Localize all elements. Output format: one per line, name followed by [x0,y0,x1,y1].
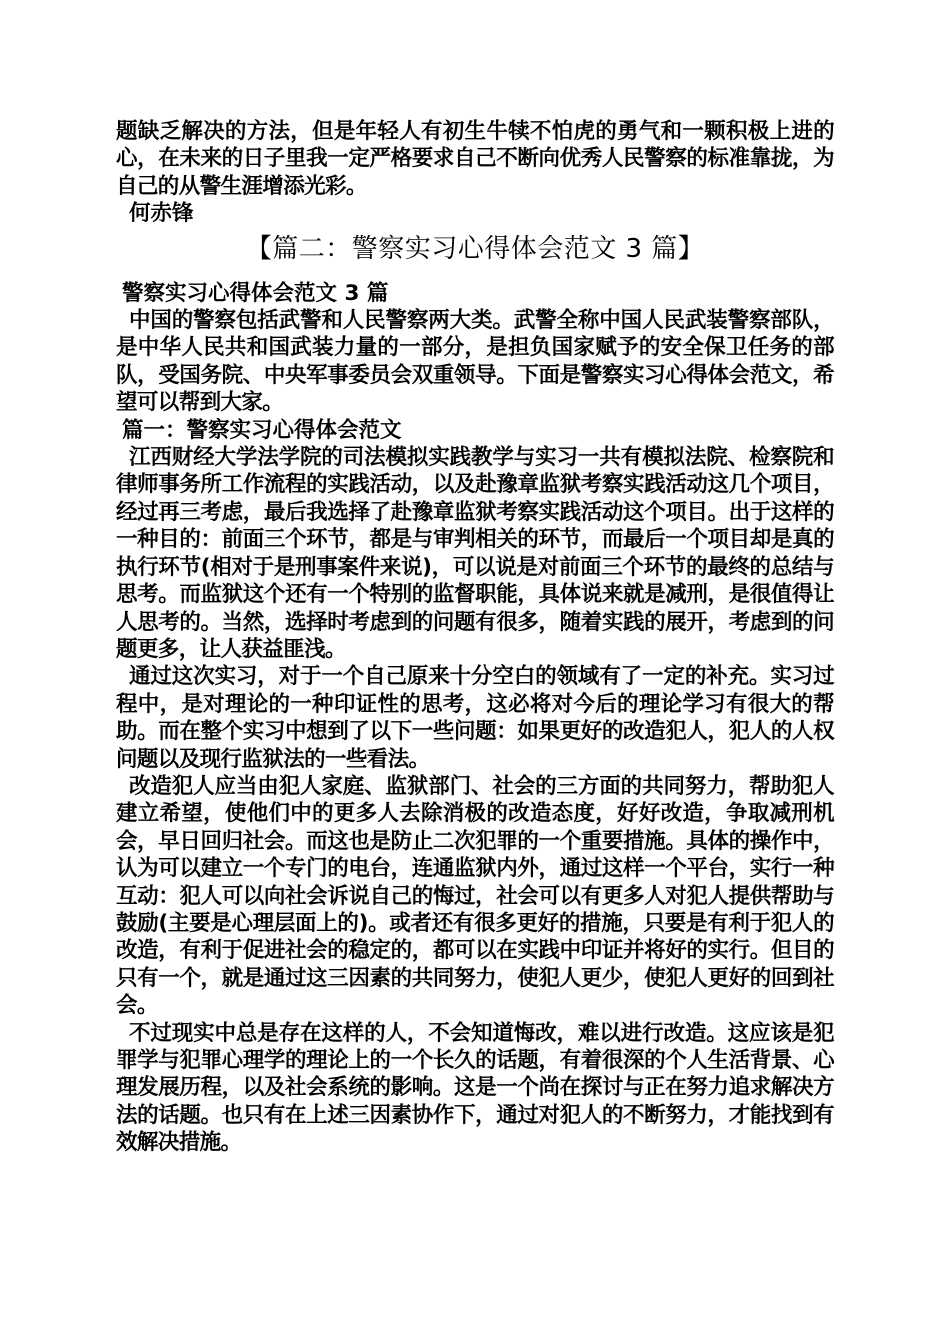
body-paragraph: 江西财经大学法学院的司法模拟实践教学与实习一共有模拟法院、检察院和律师事务所工作流程的实践活动，以及赴豫章监狱考察实践活动这几个项目，经过再三考虑，最后我选择了赴豫章监狱考察实践活动这个项目。出于这样的一种目的：前面三个环节，都是与审判相关的环节，而最后一个项目却是真的执行环节(相对于是刑事案件来说)，可以说是对前面三个环节的最终的总结与思考。而监狱这个还有一个特别的监督职能，具体说来就是减刑，是很值得让人思考的。当然，选择时考虑到的问题有很多，随着实践的展开，考虑到的问题更多，让人获益匪浅。 [116,445,834,662]
article-subtitle: 警察实习心得体会范文 3 篇 [122,280,389,306]
body-paragraph: 改造犯人应当由犯人家庭、监狱部门、社会的三方面的共同努力，帮助犯人建立希望，使他们中的更多人去除消极的改造态度，好好改造，争取减刑机会，早日回归社会。而这也是防止二次犯罪的一个重要措施。具体的操作中，认为可以建立一个专门的电台，连通监狱内外，通过这样一个平台，实行一种互动：犯人可以向社会诉说自己的悔过，社会可以有更多人对犯人提供帮助与鼓励(主要是心理层面上的)。或者还有很多更好的措施，只要是有利于犯人的改造，有利于促进社会的稳定的，都可以在实践中印证并将好的实行。但目的只有一个，就是通过这三因素的共同努力，使犯人更少，使犯人更好的回到社会。 [116,773,834,1019]
body-paragraph: 通过这次实习，对于一个自己原来十分空白的领域有了一定的补充。实习过程中，是对理论的一种印证性的思考，这必将对今后的理论学习有很大的帮助。而在整个实习中想到了以下一些问题：如果更好的改造犯人，犯人的人权问题以及现行监狱法的一些看法。 [116,664,834,772]
section-heading: 篇一：警察实习心得体会范文 [122,417,402,443]
intro-paragraph: 中国的警察包括武警和人民警察两大类。武警全称中国人民武装警察部队，是中华人民共和国武装力量的一部分，是担负国家赋予的安全保卫任务的部队，受国务院、中央军事委员会双重领导。下面是警察实习心得体会范文，希望可以帮到大家。 [116,308,834,416]
document-page [116,118,834,1157]
author-name: 何赤锋 [129,201,194,227]
chapter-title: 【篇二：警察实习心得体会范文 3 篇】 [245,233,705,264]
body-paragraph: 不过现实中总是存在这样的人，不会知道悔改，难以进行改造。这应该是犯罪学与犯罪心理学的理论上的一个长久的话题，有着很深的个人生活背景、心理发展历程，以及社会系统的影响。这是一个尚在探讨与正在努力追求解决方法的话题。也只有在上述三因素协作下，通过对犯人的不断努力，才能找到有效解决措施。 [116,1020,834,1156]
continuation-paragraph: 题缺乏解决的方法，但是年轻人有初生牛犊不怕虎的勇气和一颗积极上进的心，在未来的日子里我一定严格要求自己不断向优秀人民警察的标准靠拢，为自己的从警生涯增添光彩。 [116,119,834,199]
